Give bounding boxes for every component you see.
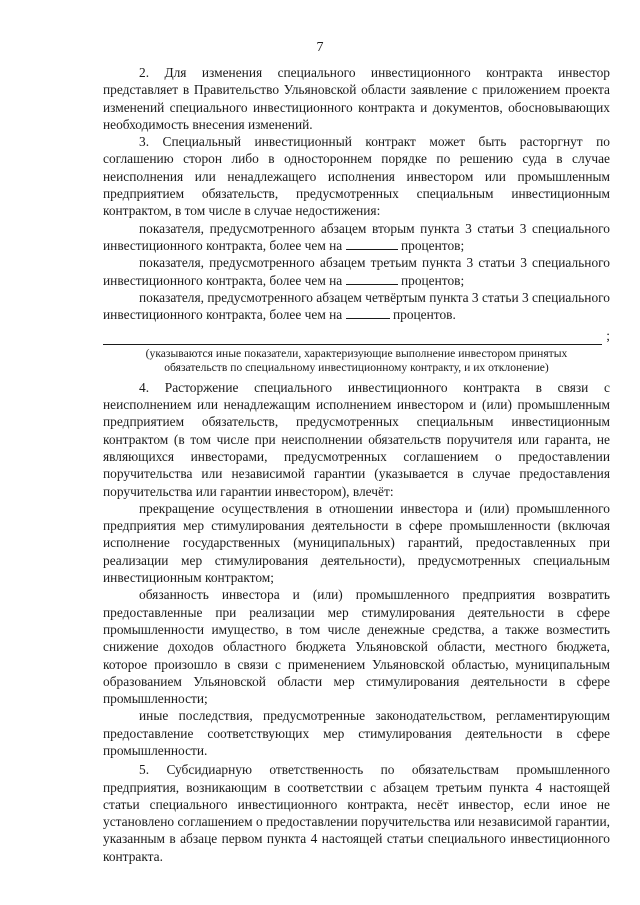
fill-line-semicolon: ; xyxy=(606,328,610,344)
indicator-item-3 xyxy=(103,289,610,324)
fill-in-line xyxy=(103,327,610,344)
paragraph-3: 3. Специальный инвестиционный контракт может быть расторгнут по соглашению сторон либо в одностороннем порядке по решению суда в случае неисполнения или ненадлежащего исполнения инвестором или промышленным предприятием обязательств, предусмотренных специальным инвестиционным контрактом, в том числе в случае недостижения: xyxy=(103,134,610,219)
paragraph-4: 4. Расторжение специального инвестиционного контракта в связи с неисполнением или ненадлежащим исполнением инвестором и (или) промышленным предприятием обязательств, предусмотренных специальным инвестиционным контрактом (в том числе при неисполнении обязательств поручителя или гаранта, не являющихся инвесторами, предусмотренных соглашением о предоставлении поручительства или независимой гарантии (указывается в случае предоставления поручительства или гарантии инвестором), влечёт: xyxy=(103,379,610,499)
note-line-2: обязательств по специальному инвестиционному контракту, и их отклонение) xyxy=(164,360,549,374)
indicator-item-1 xyxy=(103,220,610,255)
blank-field xyxy=(346,307,390,319)
paragraph-4-consequence-1: прекращение осуществления в отношении инвестора и (или) промышленного предприятия мер стимулирования деятельности в сфере промышленности (включая исполнение государственных (муниципальных) гарантий, предоставленных при реализации мер стимулирования деятельности), предусмотренных специальным инвестиционным контрактом; xyxy=(103,500,610,586)
paragraph-4-consequence-3: иные последствия, предусмотренные законодательством, регламентирующим предоставление соответствующих мер стимулирования деятельности в сфере промышленности. xyxy=(103,708,610,758)
note-line-1: (указываются иные показатели, характеризующие выполнение инвестором принятых xyxy=(145,346,568,360)
blank-field xyxy=(346,273,398,285)
indicator-item-2 xyxy=(103,254,610,289)
page-number: 7 xyxy=(316,40,324,55)
indicator-item-2-suffix: процентов; xyxy=(397,272,465,288)
paragraph-5: 5. Субсидиарную ответственность по обязательствам промышленного предприятия, возникающим в соответствии с абзацем третьим пункта 4 настоящей статьи специального инвестиционного контракта, несёт инвестор, если иное не установлено соглашением о предоставлении поручительства или независимой гарантии, указанным в абзаце первом пункта 4 настоящей статьи специального инвестиционного контракта. xyxy=(103,762,610,864)
indicator-item-3-text: показателя, предусмотренного абзацем четвёртым пункта 3 статьи 3 специального инвестиционного контракта, более чем на xyxy=(103,289,610,323)
indicator-item-3-suffix: процентов. xyxy=(389,307,456,323)
indicator-item-1-suffix: процентов; xyxy=(397,237,465,253)
fill-in-note xyxy=(103,347,610,375)
paragraph-2: 2. Для изменения специального инвестиционного контракта инвестор представляет в Правительство Ульяновской области заявление с приложением проекта изменений специального инвестиционного контракта и документов, обосновывающих необходимость внесения изменений. xyxy=(103,65,610,132)
blank-line xyxy=(103,332,602,345)
blank-field xyxy=(346,238,398,250)
indicator-item-1-text: показателя, предусмотренного абзацем вторым пункта 3 статьи 3 специального инвестиционного контракта, более чем на xyxy=(103,220,610,253)
indicator-item-2-text: показателя, предусмотренного абзацем третьим пункта 3 статьи 3 специального инвестиционного контракта, более чем на xyxy=(103,255,610,288)
paragraph-4-consequence-2: обязанность инвестора и (или) промышленного предприятия возвратить предоставленные при реализации мер стимулирования деятельности в сфере промышленности имущество, в том числе денежные средства, а также возместить снижение доходов областного бюджета Ульяновской области, местного бюджета, которое произошло в связи с применением Ульяновской областью, муниципальным образованием Ульяновской области мер стимулирования деятельности в сфере промышленности; xyxy=(103,587,610,707)
document-body xyxy=(103,64,610,865)
